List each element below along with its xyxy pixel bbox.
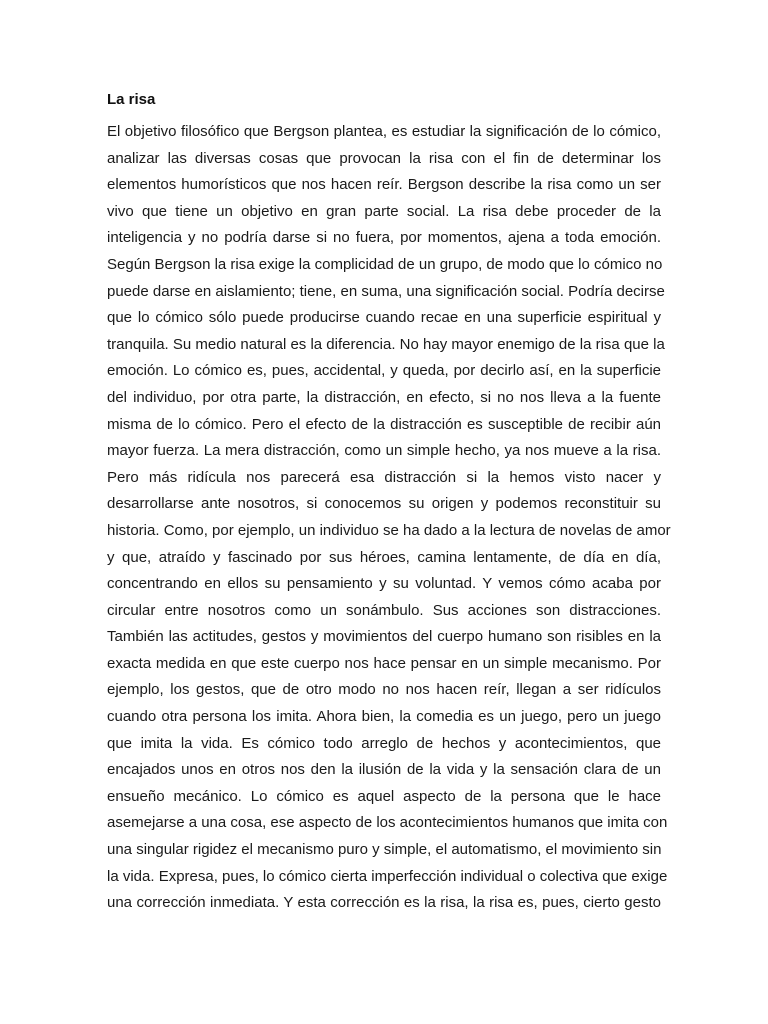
body-line: que lo cómico sólo puede producirse cuando recae en una superficie espiritual y — [107, 309, 661, 327]
body-line: y que, atraído y fascinado por sus héroes, camina lentamente, de día en día, — [107, 548, 661, 566]
body-line: cuando otra persona los imita. Ahora bien, la comedia es un juego, pero un juego — [107, 708, 661, 726]
body-line: la vida. Expresa, pues, lo cómico cierta imperfección individual o colectiva que exige — [107, 867, 668, 885]
body-line: desarrollarse ante nosotros, si conocemos su origen y podemos reconstituir su — [107, 495, 661, 513]
body-line: inteligencia y no podría darse si no fuera, por momentos, ajena a toda emoción. — [107, 229, 661, 247]
body-line: concentrando en ellos su pensamiento y su voluntad. Y vemos cómo acaba por — [107, 575, 661, 593]
document-body — [107, 119, 671, 917]
body-line: emoción. Lo cómico es, pues, accidental, y queda, por decirlo así, en la superficie — [107, 362, 661, 380]
body-line: historia. Como, por ejemplo, un individuo se ha dado a la lectura de novelas de amor — [107, 521, 671, 539]
body-line: Según Bergson la risa exige la complicidad de un grupo, de modo que lo cómico no — [107, 255, 663, 273]
body-line: asemejarse a una cosa, ese aspecto de los acontecimientos humanos que imita con — [107, 814, 668, 832]
body-line: El objetivo filosófico que Bergson plantea, es estudiar la significación de lo cómico, — [107, 123, 661, 140]
body-line: que imita la vida. Es cómico todo arreglo de hechos y acontecimientos, que — [107, 734, 661, 752]
body-line: puede darse en aislamiento; tiene, en suma, una significación social. Podría decirse — [107, 282, 665, 300]
body-line: encajados unos en otros nos den la ilusión de la vida y la sensación clara de un — [107, 761, 661, 779]
body-line: mayor fuerza. La mera distracción, como un simple hecho, ya nos mueve a la risa. — [107, 442, 661, 460]
body-line: ejemplo, los gestos, que de otro modo no nos hacen reír, llegan a ser ridículos — [107, 681, 661, 699]
body-line: misma de lo cómico. Pero el efecto de la distracción es susceptible de recibir aún — [107, 415, 661, 433]
body-line: analizar las diversas cosas que provocan la risa con el fin de determinar los — [107, 149, 661, 167]
body-line: También las actitudes, gestos y movimientos del cuerpo humano son risibles en la — [107, 628, 661, 646]
body-line: ensueño mecánico. Lo cómico es aquel aspecto de la persona que le hace — [107, 787, 661, 805]
body-line: exacta medida en que este cuerpo nos hace pensar en un simple mecanismo. Por — [107, 654, 661, 672]
body-line: una singular rigidez el mecanismo puro y simple, el automatismo, el movimiento sin — [107, 841, 662, 859]
body-line: una corrección inmediata. Y esta corrección es la risa, la risa es, pues, cierto gesto — [107, 894, 661, 912]
body-line: elementos humorísticos que nos hacen reír. Bergson describe la risa como un ser — [107, 176, 661, 194]
body-line: Pero más ridícula nos parecerá esa distracción si la hemos visto nacer y — [107, 468, 661, 486]
body-line: circular entre nosotros como un sonámbulo. Sus acciones son distracciones. — [107, 601, 661, 619]
body-line: del individuo, por otra parte, la distracción, en efecto, si no nos lleva a la fuente — [107, 388, 661, 406]
document-title: La risa — [107, 91, 156, 108]
body-line: tranquila. Su medio natural es la diferencia. No hay mayor enemigo de la risa que la — [107, 335, 665, 353]
body-line: vivo que tiene un objetivo en gran parte social. La risa debe proceder de la — [107, 202, 661, 220]
